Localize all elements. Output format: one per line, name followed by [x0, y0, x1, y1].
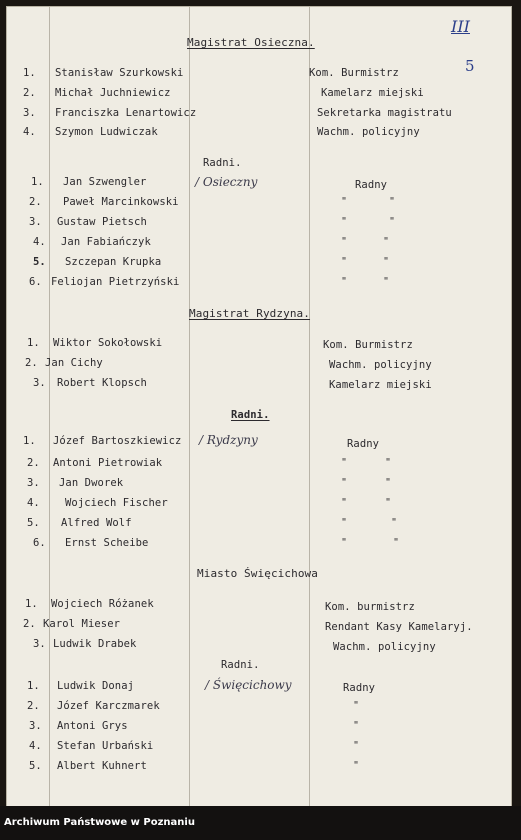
official-name: Franciszka Lenartowicz	[55, 107, 197, 119]
ditto-mark: "	[389, 196, 396, 207]
council-name: Józef Bartoszkiewicz	[53, 435, 182, 447]
ditto-mark: "	[341, 236, 348, 247]
council-name: Ernst Scheibe	[65, 537, 149, 549]
ditto-mark: "	[341, 216, 348, 227]
ditto-mark: "	[353, 760, 360, 771]
ditto-mark: "	[353, 700, 360, 711]
official-name: Szymon Ludwiczak	[55, 126, 158, 138]
official-role: Sekretarka magistratu	[317, 107, 452, 119]
official-name: Robert Klopsch	[57, 377, 147, 389]
council-name: Jan Fabiańczyk	[61, 236, 151, 248]
ditto-mark: "	[383, 256, 390, 267]
page-number: 5	[465, 57, 475, 75]
official-role: Kamelarz miejski	[329, 379, 432, 391]
official-role: Kamelarz miejski	[321, 87, 424, 99]
official-role: Wachm. policyjny	[329, 359, 432, 371]
council-name: Antoni Grys	[57, 720, 128, 732]
council-name: Stefan Urbański	[57, 740, 154, 752]
official-no: 3.	[33, 377, 46, 389]
council-name: Paweł Marcinkowski	[63, 196, 179, 208]
council-no: 5.	[27, 517, 40, 529]
official-name: Wojciech Różanek	[51, 598, 154, 610]
ditto-mark: "	[385, 457, 392, 468]
official-name: Jan Cichy	[45, 357, 103, 369]
official-no: 4.	[23, 126, 36, 138]
official-name: Wiktor Sokołowski	[53, 337, 163, 349]
official-no: 3.	[33, 638, 46, 650]
ditto-mark: "	[385, 497, 392, 508]
council-heading: Radni.	[231, 409, 270, 421]
section-title: Magistrat Rydzyna.	[189, 307, 311, 320]
official-role: Wachm. policyjny	[333, 641, 436, 653]
council-no: 2.	[27, 457, 40, 469]
council-name: Szczepan Krupka	[65, 256, 162, 268]
council-no: 2.	[29, 196, 42, 208]
council-no: 1.	[27, 680, 40, 692]
archive-footer	[0, 806, 521, 840]
council-name: Józef Karczmarek	[57, 700, 160, 712]
council-no: 1.	[23, 435, 36, 447]
section-title: Miasto Święcichowa	[197, 567, 319, 580]
council-name: Alfred Wolf	[61, 517, 132, 529]
official-role: Kom. burmistrz	[325, 601, 415, 613]
ditto-mark: "	[353, 720, 360, 731]
council-role: Radny	[343, 682, 376, 694]
official-role: Kom. Burmistrz	[309, 67, 399, 79]
section-title: Magistrat Osieczna.	[187, 36, 315, 49]
council-role: Radny	[355, 179, 388, 191]
document-page	[6, 6, 512, 808]
ditto-mark: "	[341, 196, 348, 207]
archive-footer-label: Archiwum Państwowe w Poznaniu	[4, 817, 195, 828]
council-no: 6.	[33, 537, 46, 549]
ditto-mark: "	[385, 477, 392, 488]
official-no: 3.	[23, 107, 36, 119]
council-place-handwritten: / Rydzyny	[199, 433, 258, 447]
margin-rule	[49, 7, 50, 807]
council-no: 3.	[29, 216, 42, 228]
council-name: Wojciech Fischer	[65, 497, 168, 509]
ditto-mark: "	[341, 477, 348, 488]
ditto-mark: "	[383, 236, 390, 247]
council-no: 3.	[29, 720, 42, 732]
official-name: Ludwik Drabek	[53, 638, 137, 650]
council-name: Jan Szwengler	[63, 176, 147, 188]
council-no: 4.	[29, 740, 42, 752]
ditto-mark: "	[383, 276, 390, 287]
official-name: Karol Mieser	[43, 618, 121, 630]
official-no: 1.	[25, 598, 38, 610]
council-no: 5.	[29, 760, 42, 772]
official-name: Michał Juchniewicz	[55, 87, 171, 99]
council-name: Jan Dworek	[59, 477, 124, 489]
official-no: 2.	[23, 618, 36, 630]
ditto-mark: "	[389, 216, 396, 227]
ditto-mark: "	[353, 740, 360, 751]
council-place-handwritten: / Święcichowy	[205, 678, 292, 692]
ditto-mark: "	[341, 276, 348, 287]
council-name: Gustaw Pietsch	[57, 216, 147, 228]
archive-label: III	[451, 17, 470, 36]
council-name: Feliojan Pietrzyński	[51, 276, 180, 288]
council-no: 4.	[27, 497, 40, 509]
council-no: 4.	[33, 236, 46, 248]
council-place-handwritten: / Osieczny	[195, 175, 258, 189]
official-no: 2.	[25, 357, 38, 369]
council-no: 1.	[31, 176, 44, 188]
ditto-mark: "	[391, 517, 398, 528]
council-name: Antoni Pietrowiak	[53, 457, 163, 469]
council-no: 3.	[27, 477, 40, 489]
council-name: Ludwik Donaj	[57, 680, 135, 692]
ditto-mark: "	[341, 517, 348, 528]
council-no: 5.	[33, 256, 46, 268]
ditto-mark: "	[341, 537, 348, 548]
official-no: 2.	[23, 87, 36, 99]
column-rule-left	[189, 7, 190, 807]
council-no: 6.	[29, 276, 42, 288]
column-rule-right	[309, 7, 310, 807]
council-role: Radny	[347, 438, 380, 450]
official-role: Rendant Kasy Kamelaryj.	[325, 621, 473, 633]
council-no: 2.	[27, 700, 40, 712]
ditto-mark: "	[393, 537, 400, 548]
official-no: 1.	[23, 67, 36, 79]
council-heading: Radni.	[203, 157, 242, 169]
council-name: Albert Kuhnert	[57, 760, 147, 772]
official-role: Wachm. policyjny	[317, 126, 420, 138]
ditto-mark: "	[341, 497, 348, 508]
ditto-mark: "	[341, 457, 348, 468]
ditto-mark: "	[341, 256, 348, 267]
official-no: 1.	[27, 337, 40, 349]
official-name: Stanisław Szurkowski	[55, 67, 184, 79]
council-heading: Radni.	[221, 659, 260, 671]
official-role: Kom. Burmistrz	[323, 339, 413, 351]
